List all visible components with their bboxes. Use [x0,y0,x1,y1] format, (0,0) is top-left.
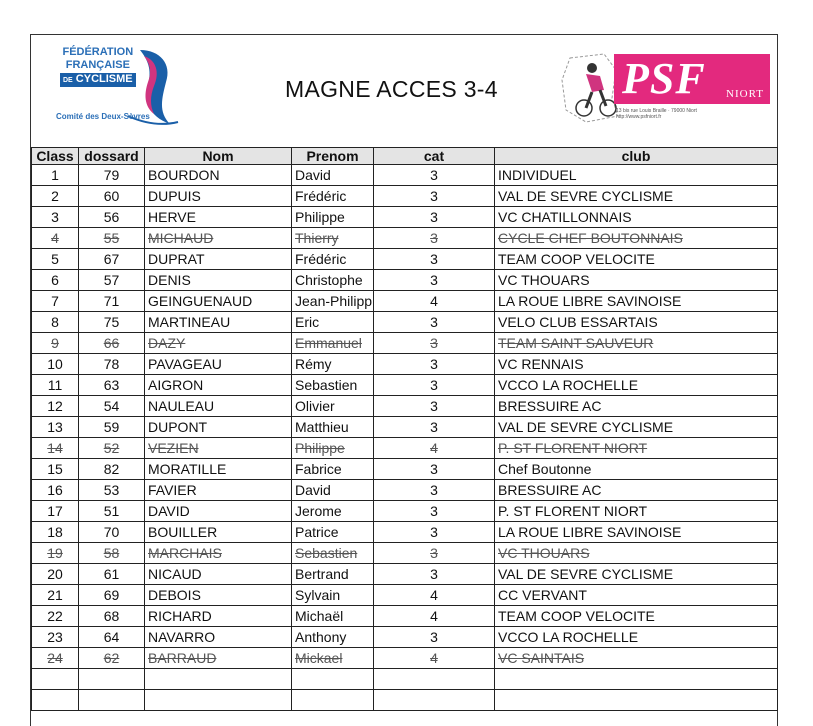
cell-class: 14 [32,438,79,459]
column-header-class: Class [32,148,79,165]
cell-class: 16 [32,480,79,501]
cell-club: VC THOUARS [495,543,778,564]
table-row [32,585,778,606]
cell-class: 9 [32,333,79,354]
table-row [32,270,778,291]
column-header-club: club [495,148,778,165]
psf-banner [614,54,770,104]
cell-class: 15 [32,459,79,480]
cell-class: 17 [32,501,79,522]
ffc-line3: CYCLISME [75,73,133,85]
cell-prenom: Eric [292,312,374,333]
table-row [32,186,778,207]
ffc-sub: Comité des Deux-Sèvres [56,112,150,121]
cell-prenom: Jerome [292,501,374,522]
cell-cat: 4 [374,606,495,627]
cell-cat: 3 [374,543,495,564]
cell-prenom: Philippe [292,438,374,459]
cell-dossard: 57 [79,270,145,291]
cell-club: VAL DE SEVRE CYCLISME [495,186,778,207]
cell-dossard: 56 [79,207,145,228]
table-row [32,627,778,648]
table-row [32,375,778,396]
ffc-line3-prefix: DE [63,77,73,84]
cell-class [32,669,79,690]
table-row [32,333,778,354]
cell-club: LA ROUE LIBRE SAVINOISE [495,522,778,543]
cell-class: 11 [32,375,79,396]
results-table [31,147,778,711]
cell-cat: 4 [374,291,495,312]
cell-nom: DENIS [145,270,292,291]
table-row [32,228,778,249]
cell-dossard: 63 [79,375,145,396]
cell-nom: MARTINEAU [145,312,292,333]
psf-logo [556,50,772,126]
cell-cat: 3 [374,480,495,501]
cell-nom: VEZIEN [145,438,292,459]
cell-dossard: 62 [79,648,145,669]
cell-class: 12 [32,396,79,417]
cell-dossard: 70 [79,522,145,543]
table-row [32,564,778,585]
cell-nom: GEINGUENAUD [145,291,292,312]
cell-cat: 3 [374,396,495,417]
cell-nom: DUPONT [145,417,292,438]
cell-club: Chef Boutonne [495,459,778,480]
cell-prenom: Fabrice [292,459,374,480]
cell-club: CYCLE CHEF BOUTONNAIS [495,228,778,249]
cell-club: VC SAINTAIS [495,648,778,669]
cell-prenom: Sebastien [292,375,374,396]
table-row [32,207,778,228]
cell-prenom: Bertrand [292,564,374,585]
table-row [32,312,778,333]
table-row [32,249,778,270]
cell-class: 21 [32,585,79,606]
cell-prenom: David [292,165,374,186]
cell-nom: BOUILLER [145,522,292,543]
cell-cat: 3 [374,564,495,585]
cell-class: 5 [32,249,79,270]
table-row [32,648,778,669]
table-row [32,354,778,375]
psf-text: PSF [622,54,706,103]
table-header-row [32,148,778,165]
cell-class: 18 [32,522,79,543]
cell-class: 23 [32,627,79,648]
cell-cat: 3 [374,270,495,291]
cell-cat [374,669,495,690]
psf-city: NIORT [726,88,764,100]
cell-class: 13 [32,417,79,438]
column-header-cat: cat [374,148,495,165]
cell-nom: DAZY [145,333,292,354]
cell-prenom: Sylvain [292,585,374,606]
cell-prenom: Christophe [292,270,374,291]
cell-dossard: 79 [79,165,145,186]
cell-nom: FAVIER [145,480,292,501]
cell-dossard: 78 [79,354,145,375]
cell-prenom: Mickael [292,648,374,669]
cell-nom [145,669,292,690]
ffc-line2: FRANÇAISE [65,59,130,71]
cell-class: 10 [32,354,79,375]
cell-club: VELO CLUB ESSARTAIS [495,312,778,333]
cell-class: 24 [32,648,79,669]
cell-club: LA ROUE LIBRE SAVINOISE [495,291,778,312]
cell-nom: MARCHAIS [145,543,292,564]
cell-prenom: Anthony [292,627,374,648]
cell-dossard: 68 [79,606,145,627]
cell-prenom: Olivier [292,396,374,417]
cell-club: VAL DE SEVRE CYCLISME [495,417,778,438]
cell-class: 4 [32,228,79,249]
cell-prenom: Frédéric [292,249,374,270]
cell-dossard: 67 [79,249,145,270]
cell-class [32,690,79,711]
table-row [32,669,778,690]
cell-nom: DUPRAT [145,249,292,270]
cell-dossard: 54 [79,396,145,417]
cell-club: BRESSUIRE AC [495,480,778,501]
cell-cat: 3 [374,459,495,480]
cell-dossard: 55 [79,228,145,249]
cell-cat: 3 [374,501,495,522]
cell-nom: DEBOIS [145,585,292,606]
cell-prenom: Patrice [292,522,374,543]
cell-nom: AIGRON [145,375,292,396]
cell-nom [145,690,292,711]
cell-club: CC VERVANT [495,585,778,606]
cell-nom: HERVE [145,207,292,228]
ffc-logo [36,46,186,141]
cell-nom: DUPUIS [145,186,292,207]
cell-dossard: 59 [79,417,145,438]
cell-prenom: Jean-Philipp [292,291,374,312]
cell-club: VAL DE SEVRE CYCLISME [495,564,778,585]
cell-class: 6 [32,270,79,291]
cell-class: 19 [32,543,79,564]
table-body [32,165,778,711]
column-header-dossard: dossard [79,148,145,165]
cell-class: 8 [32,312,79,333]
cell-cat: 4 [374,438,495,459]
cell-dossard: 82 [79,459,145,480]
cell-cat: 3 [374,333,495,354]
cell-club: VC RENNAIS [495,354,778,375]
cell-cat: 3 [374,249,495,270]
ffc-line1: FÉDÉRATION [62,46,134,58]
cell-prenom [292,690,374,711]
cell-dossard: 53 [79,480,145,501]
table-row [32,165,778,186]
cell-dossard: 60 [79,186,145,207]
cell-class: 20 [32,564,79,585]
cell-cat: 3 [374,207,495,228]
cell-prenom: Philippe [292,207,374,228]
cell-dossard: 71 [79,291,145,312]
cell-cat [374,690,495,711]
cell-nom: BARRAUD [145,648,292,669]
cell-club: VC CHATILLONNAIS [495,207,778,228]
ffc-text [60,46,136,87]
cell-cat: 3 [374,417,495,438]
cell-club: P. ST FLORENT NIORT [495,501,778,522]
cell-prenom: Matthieu [292,417,374,438]
cell-nom: RICHARD [145,606,292,627]
cell-club: INDIVIDUEL [495,165,778,186]
cell-cat: 3 [374,354,495,375]
cell-prenom: Emmanuel [292,333,374,354]
table-row [32,438,778,459]
cell-cat: 4 [374,648,495,669]
cell-club: VC THOUARS [495,270,778,291]
cell-nom: NAULEAU [145,396,292,417]
cell-dossard: 61 [79,564,145,585]
cell-prenom: Michaël [292,606,374,627]
cell-prenom: Frédéric [292,186,374,207]
cell-nom: PAVAGEAU [145,354,292,375]
cell-class: 1 [32,165,79,186]
cell-nom: MORATILLE [145,459,292,480]
cell-cat: 3 [374,186,495,207]
cell-prenom: Thierry [292,228,374,249]
table-row [32,501,778,522]
cell-class: 2 [32,186,79,207]
cell-cat: 3 [374,522,495,543]
cell-cat: 3 [374,228,495,249]
cell-prenom [292,669,374,690]
cell-club: TEAM COOP VELOCITE [495,606,778,627]
cell-club [495,669,778,690]
cell-club: P. ST FLORENT NIORT [495,438,778,459]
psf-address [616,108,697,120]
cell-class: 7 [32,291,79,312]
cell-club: BRESSUIRE AC [495,396,778,417]
table-row [32,417,778,438]
column-header-prenom: Prenom [292,148,374,165]
cell-cat: 4 [374,585,495,606]
cell-cat: 3 [374,627,495,648]
cell-nom: NAVARRO [145,627,292,648]
table-row [32,606,778,627]
cell-cat: 3 [374,165,495,186]
cell-class: 22 [32,606,79,627]
cell-dossard: 66 [79,333,145,354]
table-row [32,396,778,417]
cell-club: TEAM SAINT SAUVEUR [495,333,778,354]
cell-prenom: Sebastien [292,543,374,564]
cell-club [495,690,778,711]
cell-dossard: 52 [79,438,145,459]
column-header-nom: Nom [145,148,292,165]
cell-nom: DAVID [145,501,292,522]
cell-dossard: 69 [79,585,145,606]
page-title: MAGNE ACCES 3-4 [285,76,498,102]
cell-class: 3 [32,207,79,228]
table-row [32,543,778,564]
table-row [32,459,778,480]
cell-club: VCCO LA ROCHELLE [495,627,778,648]
psf-address-line: 13 bis rue Louis Braille · 79000 Niort [616,108,697,114]
cell-prenom: Rémy [292,354,374,375]
cell-club: TEAM COOP VELOCITE [495,249,778,270]
table-row [32,690,778,711]
cell-cat: 3 [374,312,495,333]
table-row [32,522,778,543]
cell-dossard [79,690,145,711]
cell-dossard [79,669,145,690]
psf-url: http://www.psfniort.fr [616,114,662,120]
cell-prenom: David [292,480,374,501]
cell-dossard: 51 [79,501,145,522]
cell-cat: 3 [374,375,495,396]
cell-nom: NICAUD [145,564,292,585]
cell-dossard: 64 [79,627,145,648]
cell-nom: BOURDON [145,165,292,186]
cell-dossard: 58 [79,543,145,564]
table-row [32,291,778,312]
cell-club: VCCO LA ROCHELLE [495,375,778,396]
cell-dossard: 75 [79,312,145,333]
cell-nom: MICHAUD [145,228,292,249]
table-row [32,480,778,501]
